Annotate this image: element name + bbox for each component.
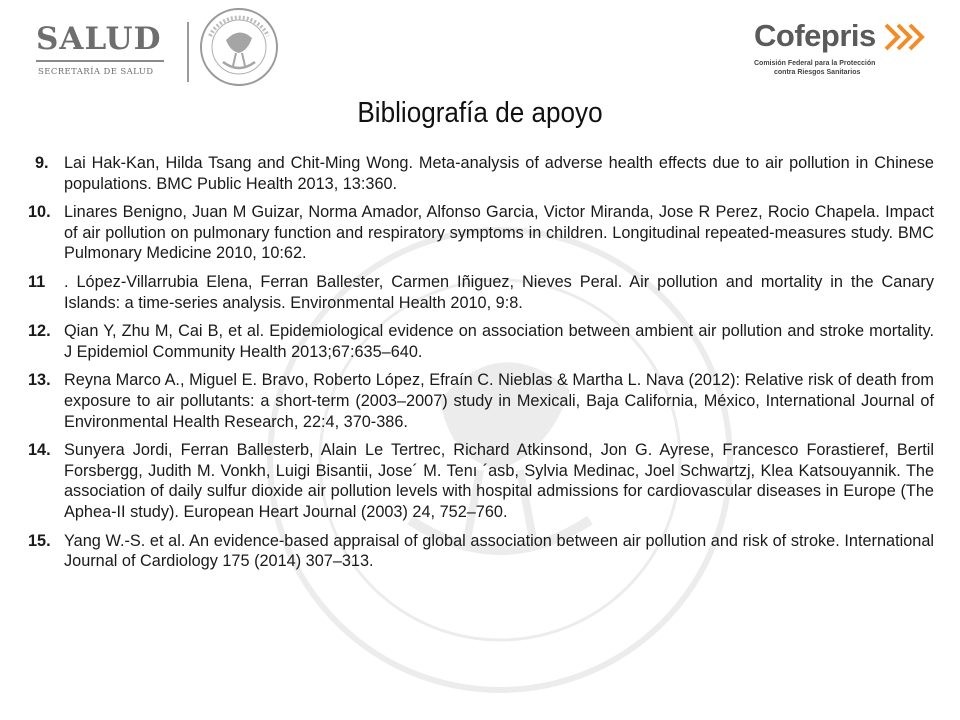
reference-text: Reyna Marco A., Miguel E. Bravo, Roberto López, Efraín C. Nieblas & Martha L. Nava (2012): Relative risk of death from exposure to air pollutants: a short-term (2003–2007) study in Mexicali, Baja California, México, International Journal of Environmental Health Research, 22:4, 370-386.	[64, 371, 934, 431]
reference-number: 12.	[28, 322, 51, 341]
reference-number: 10.	[28, 203, 51, 222]
page-title: Bibliografía de apoyo	[357, 97, 603, 130]
reference-text: Qian Y, Zhu M, Cai B, et al. Epidemiological evidence on association between ambient air pollution and stroke mortality. J Epidemiol Community Health 2013;67:635–640.	[64, 322, 934, 361]
reference-number: 9.	[35, 154, 49, 172]
reference-item	[28, 440, 934, 522]
salud-logo-rule	[36, 60, 164, 62]
reference-text: Sunyera Jordi, Ferran Ballesterb, Alain Le Tertrec, Richard Atkinsond, Jon G. Ayrese, Francesco Forastieref, Bertil Forsbergg, Judith M. Vonkh, Luigi Bisantii, Jose´ M. Tenı ´asb, Sylvia Medinac, Joel Schwartzj, Klea Katsouyannik. The association of daily sulfur dioxide air pollution levels with hospital admissions for cardiovascular diseases in Europe (The Aphea-II study). European Heart Journal (2003) 24, 752–760.	[64, 441, 934, 521]
salud-logo	[36, 21, 166, 80]
reference-item	[28, 272, 934, 313]
reference-text: Linares Benigno, Juan M Guizar, Norma Amador, Alfonso Garcia, Victor Miranda, Jose R Perez, Rocio Chapela. Impact of air pollution on pulmonary function and respiratory symptoms in children. Longitudinal repeated-measures study. BMC Pulmonary Medicine 2010, 10:62.	[64, 203, 934, 263]
cofepris-logo	[752, 18, 932, 88]
reference-text: Yang W.-S. et al. An evidence-based appraisal of global association between air pollution and risk of stroke. International Journal of Cardiology 175 (2014) 307–313.	[64, 531, 934, 571]
reference-text: . López-Villarrubia Elena, Ferran Ballester, Carmen Iñiguez, Nieves Peral. Air pollution and mortality in the Canary Islands: a time-series analysis. Environmental Health 2010, 9:8.	[64, 272, 934, 312]
reference-item	[28, 370, 934, 432]
salud-logo-word: SALUD	[36, 21, 162, 57]
reference-text: Lai Hak-Kan, Hilda Tsang and Chit-Ming Wong. Meta-analysis of adverse health effects due to air pollution in Chinese populations. BMC Public Health 2013, 13:360.	[64, 154, 934, 193]
reference-item	[28, 531, 934, 572]
reference-item	[28, 153, 934, 194]
reference-number: 14.	[28, 441, 51, 460]
salud-logo-subtitle: SECRETARÍA DE SALUD	[38, 67, 154, 77]
reference-number: 11	[28, 272, 46, 291]
reference-item	[28, 321, 934, 362]
reference-list	[28, 153, 934, 580]
cofepris-subtitle-line1: Comisión Federal para la Protección	[754, 60, 876, 67]
mexico-seal-icon	[198, 6, 280, 88]
cofepris-logo-word: Cofepris	[754, 18, 876, 53]
reference-number: 15.	[28, 531, 51, 550]
chevrons-right-icon	[884, 22, 930, 52]
reference-number: 13.	[28, 371, 51, 390]
reference-item	[28, 202, 934, 264]
cofepris-subtitle-line2: contra Riesgos Sanitarios	[774, 69, 861, 76]
logo-divider	[187, 22, 189, 82]
